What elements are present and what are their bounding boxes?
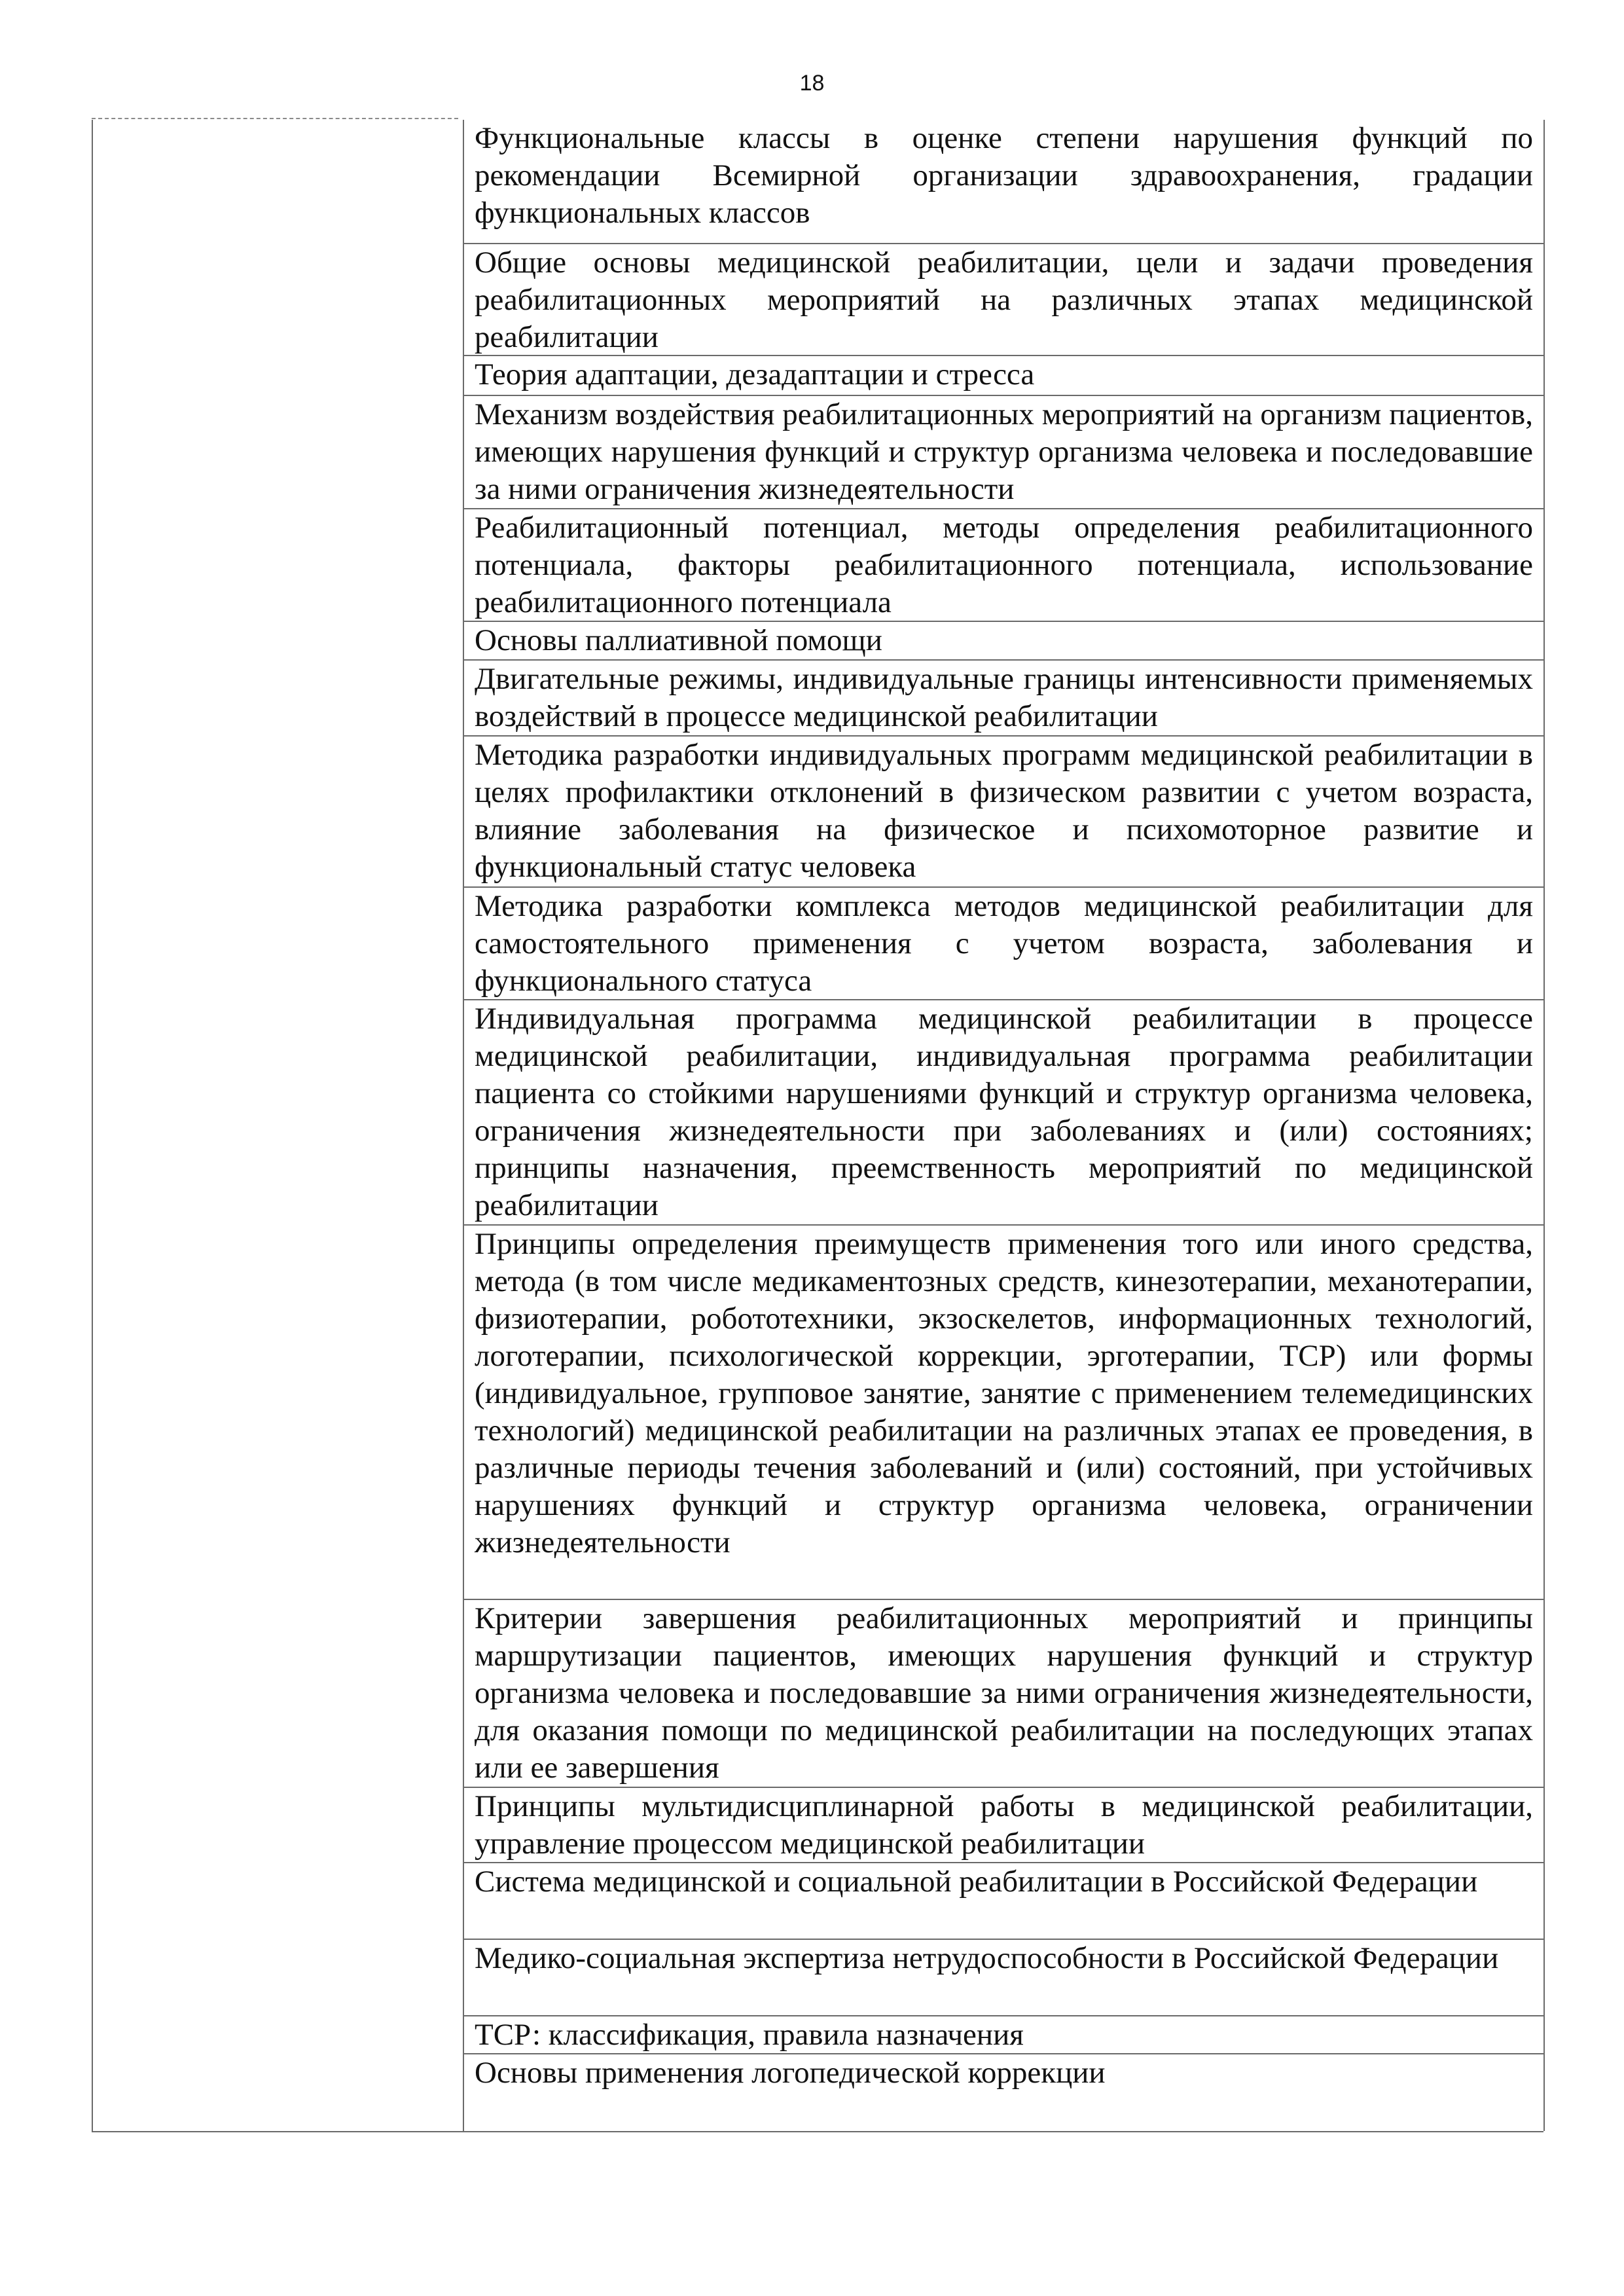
row-text: Система медицинской и социальной реабилитации в Российской Федерации <box>475 1865 1478 1899</box>
table-right-column <box>463 120 1545 2131</box>
table-row <box>464 396 1543 509</box>
table-row <box>464 2054 1543 2092</box>
table-row <box>464 1863 1543 1940</box>
row-text: Критерии завершения реабилитационных мероприятий и принципы маршрутизации пациентов, имеющих нарушения функций и структур организма человека и последовавшие за ними ограничения жизнедеятельности, для оказания помощи по медицинской реабилитации на последующих этапах или ее завершения <box>475 1601 1533 1785</box>
table-row <box>464 120 1543 244</box>
table-row <box>464 622 1543 661</box>
table-row <box>464 888 1543 1000</box>
table-row <box>464 737 1543 888</box>
row-text: Принципы мультидисциплинарной работы в медицинской реабилитации, управление процессом медицинской реабилитации <box>475 1789 1533 1861</box>
row-text: Основы применения логопедической коррекции <box>475 2056 1106 2090</box>
table-row <box>464 509 1543 622</box>
row-text: Методика разработки индивидуальных программ медицинской реабилитации в целях профилактики отклонений в физическом развитии с учетом возраста, влияние заболевания на физическое и психомоторное развитие и функциональный статус человека <box>475 738 1533 884</box>
table-row <box>464 1788 1543 1863</box>
row-text: Медико-социальная экспертиза нетрудоспособности в Российской Федерации <box>475 1941 1499 1975</box>
table-row <box>464 356 1543 396</box>
row-text: ТСР: классификация, правила назначения <box>475 2018 1024 2052</box>
table-row <box>464 244 1543 356</box>
row-text: Методика разработки комплекса методов медицинской реабилитации для самостоятельного применения с учетом возраста, заболевания и функционального статуса <box>475 889 1533 998</box>
table-row <box>464 661 1543 737</box>
row-text: Реабилитационный потенциал, методы определения реабилитационного потенциала, факторы реабилитационного потенциала, использование реабилитационного потенциала <box>475 511 1533 619</box>
table-row <box>464 1226 1543 1600</box>
page-number: 18 <box>799 71 825 96</box>
row-text: Принципы определения преимуществ применения того или иного средства, метода (в том числе медикаментозных средств, кинезотерапии, механотерапии, физиотерапии, робототехники, экзоскелетов, информационных технологий, логотерапии, психологической коррекции, эрготерапии, ТСР) или формы (индивидуальное, групповое занятие, занятие с применением телемедицинских технологий) медицинской реабилитации на различных этапах ее проведения, в различные периоды течения заболеваний и (или) состояний, при устойчивых нарушениях функций и структур организма человека, ограничении жизнедеятельности <box>475 1227 1533 1559</box>
row-text: Индивидуальная программа медицинской реабилитации в процессе медицинской реабилитации, индивидуальная программа реабилитации пациента со стойкими нарушениями функций и структур организма человека, ограничения жизнедеятельности при заболеваниях и (или) состояниях; принципы назначения, преемственность мероприятий по медицинской реабилитации <box>475 1002 1533 1222</box>
table-left-column <box>93 120 463 2131</box>
row-text: Основы паллиативной помощи <box>475 623 882 657</box>
row-text: Двигательные режимы, индивидуальные границы интенсивности применяемых воздействий в процессе медицинской реабилитации <box>475 662 1533 733</box>
table-row <box>464 2016 1543 2054</box>
requirements-table <box>92 120 1543 2132</box>
table-row <box>464 1940 1543 2016</box>
row-text: Общие основы медицинской реабилитации, цели и задачи проведения реабилитационных мероприятий на различных этапах медицинской реабилитации <box>475 246 1533 354</box>
row-text: Функциональные классы в оценке степени нарушения функций по рекомендации Всемирной организации здравоохранения, градации функциональных классов <box>475 121 1533 230</box>
row-text: Теория адаптации, дезадаптации и стресса <box>475 357 1035 392</box>
table-row <box>464 1600 1543 1788</box>
table-row <box>464 1000 1543 1226</box>
table-top-border <box>92 118 458 119</box>
row-text: Механизм воздействия реабилитационных мероприятий на организм пациентов, имеющих нарушения функций и структур организма человека и последовавшие за ними ограничения жизнедеятельности <box>475 397 1533 506</box>
